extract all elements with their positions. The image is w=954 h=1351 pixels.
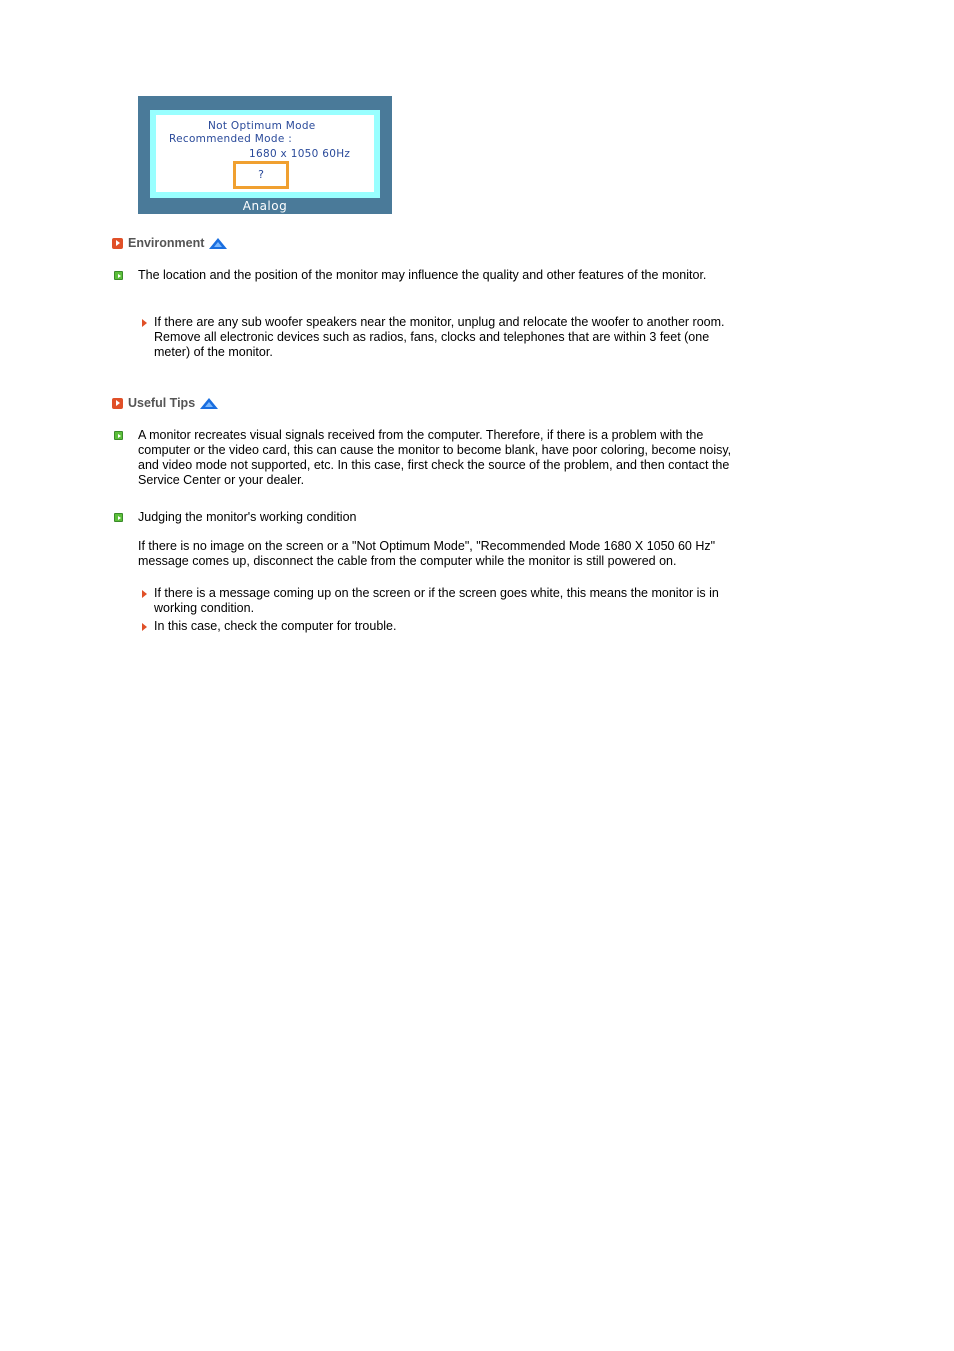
osd-question-mark: ? [258, 168, 264, 181]
useful-tips-heading [112, 396, 219, 410]
environment-heading-text: Environment [128, 236, 205, 250]
osd-message-box [156, 115, 374, 192]
useful-tips-bullet1-text: A monitor recreates visual signals received from the computer. Therefore, if there is a problem with the computer or the video card, this can cause the monitor to become blank, have poor coloring, become noisy, and video mode not supported, etc. In this case, first check the source of the problem, and then contact the Service Center or your dealer. [138, 428, 732, 487]
environment-bullet-text: The location and the position of the monitor may influence the quality and other features of the monitor. [138, 268, 707, 282]
osd-recommended-text: Recommended Mode : [169, 133, 293, 145]
useful-tips-sub1: If there is a message coming up on the screen or if the screen goes white, this means the monitor is in working condition. [154, 586, 719, 615]
red-triangle-icon [142, 590, 147, 598]
red-triangle-icon [142, 319, 147, 327]
useful-tips-bullet2-title: Judging the monitor's working condition [138, 510, 357, 524]
green-bullet-icon [114, 271, 123, 280]
environment-sub-bullet [154, 315, 734, 360]
back-to-top-icon[interactable] [200, 398, 219, 409]
section-arrow-icon [112, 398, 123, 409]
osd-analog-label: Analog [242, 199, 288, 213]
osd-resolution-text: 1680 x 1050 60Hz [249, 148, 351, 160]
useful-tips-bullet2-body: If there is no image on the screen or a "Not Optimum Mode", "Recommended Mode 1680 X 1050 60 Hz" message comes up, disconnect the cable from the computer while the monitor is still powered on. [138, 539, 716, 568]
osd-question-box [233, 161, 289, 189]
osd-not-optimum-text: Not Optimum Mode [208, 120, 316, 132]
red-triangle-icon [142, 623, 147, 631]
green-bullet-icon [114, 431, 123, 440]
monitor-osd-figure [138, 96, 392, 214]
back-to-top-icon[interactable] [209, 238, 228, 249]
useful-tips-heading-text: Useful Tips [128, 396, 196, 410]
environment-sub-line2: Remove all electronic devices such as radios, fans, clocks and telephones that are within 3 feet (one meter) of the monitor. [154, 330, 710, 359]
environment-sub-line1: If there are any sub woofer speakers near the monitor, unplug and relocate the woofer to another room. [154, 315, 725, 329]
green-bullet-icon [114, 513, 123, 522]
environment-heading [112, 236, 228, 250]
useful-tips-sub2: In this case, check the computer for trouble. [154, 619, 397, 633]
osd-screen-frame [150, 110, 380, 198]
section-arrow-icon [112, 238, 123, 249]
